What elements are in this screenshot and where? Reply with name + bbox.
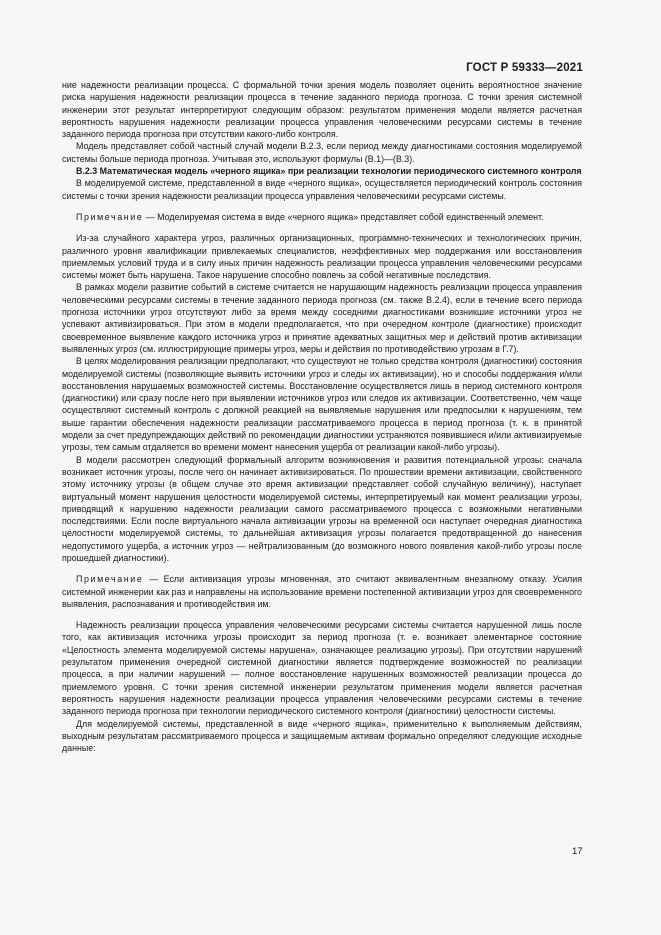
section-heading: В.2.3 Математическая модель «черного ящика» при реализации технологии периодического системного контроля [76,166,582,177]
note-text: — Если активизация угрозы мгновенная, это считают эквивалентным внезапному отказу. Усилия системной инженерии как раз и направлены на использование времени постепенной активизации угроз для своевременного выявления, распознавания и противодействия им. [62,574,582,609]
note-text: — Моделируемая система в виде «черного ящика» представляет собой единственный элемент. [143,211,544,222]
paragraph: Для моделируемой системы, представленной в виде «черного ящика», применительно к выполняемым действиям, выходным результатам рассматриваемого процесса и защищаемым активам формально определяют следующие исходные данные: [62,718,582,754]
note-label: Примечание [76,574,144,585]
page-number: 17 [572,846,583,857]
note [62,573,582,610]
paragraph: В модели рассмотрен следующий формальный алгоритм возникновения и развития потенциальной угрозы: сначала возникает источник угрозы, после чего он начинает активизироваться. По прошествии времени активизации, свойственного этому источнику угрозы (в общем случае это время активизации представляет собой случайную величину), наступает виртуальный момент нарушения целостности моделируемой системы, интерпретируемый как момент реализации угрозы, приводящий к нарушению надежности реализации самого рассматриваемого процесса с возможными негативными последствиями. Если после виртуального начала активизации угрозы на временной оси наступает очередная диагностика целостности моделируемой системы, то дальнейшая активизация угрозы полагается предотвращенной до нанесения недопустимого ущерба, а источник угроз — нейтрализованным (до возможного нового появления какой-либо угрозы после прошедшей диагностики). [62,454,582,563]
paragraph: В моделируемой системе, представленной в виде «черного ящика», осуществляется периодический контроль состояния системы с точки зрения надежности реализации процесса управления человеческими ресурсами системы. [62,178,582,201]
paragraph: Из-за случайного характера угроз, различных организационных, программно-технических и технологических причин, различного уровня квалификации привлекаемых специалистов, неэффективных мер поддержания или восстановления приемлемых условий труда и в силу иных причин надежность реализации процесса управления человеческими ресурсами системы может быть нарушена. Такое нарушение способно повлечь за собой негативные последствия. [62,233,582,281]
standard-code-header: ГОСТ Р 59333—2021 [466,62,583,74]
note [62,211,582,223]
paragraph: Модель представляет собой частный случай модели В.2.3, если период между диагностиками состояния моделируемой системы больше периода прогноза. Учитывая это, используют формулы (В.1)—(В.3). [62,141,582,164]
paragraph: В целях моделирования реализации предполагают, что существуют не только средства контроля (диагностики) состояния моделируемой системы (позволяющие выявить источники угроз и следы их активизации), но и способы поддержания и/или восстановления нарушаемых возможностей системы. Восстановление осуществляется лишь в период системного контроля (диагностики) или сразу после него при выявлении источников угроз или следов их активизации. Соответственно, чем чаще осуществляют системный контроль с должной реакцией на выявляемые нарушения или предпосылки к нарушениям, тем выше гарантии обеспечения надежности реализации рассматриваемого процесса в период прогноза (т. к. в принятой модели за счет предупреждающих действий по рекомендации диагностики устраняются появившиеся и/или активизируемые угрозы, тем самым отдаляется во времени момент нанесения ущерба от реализации какой-либо угрозы). [62,356,583,453]
paragraph: ние надежности реализации процесса. С формальной точки зрения модель позволяет оценить вероятностное значение риска нарушения надежности реализации процесса в течение заданного периода прогноза. С точки зрения системной инженерии этот результат интерпретируют следующим образом: результатом применения модели является расчетная вероятность нарушения надежности реализации процесса управления человеческими ресурсами системы в течение заданного периода прогноза при отсутствии какого-либо контроля. [62,80,582,140]
note-label: Примечание [76,211,144,222]
document-body [62,79,582,754]
paragraph: Надежность реализации процесса управления человеческими ресурсами системы считается нарушенной лишь после того, как активизация источника угрозы происходит за период прогноза (т. е. возникает элементарное состояние «Целостность элемента моделируемой системы нарушена», означающее реализацию угрозы). При отсутствии нарушений результатом применения очередной системной диагностики является подтверждение возможностей по реализации процесса, а при наличии нарушений — полное восстановление нарушенных возможностей реализации процесса до приемлемого уровня. С точки зрения системной инженерии результатом применения модели является расчетная вероятность нарушения надежности реализации процесса управления человеческими ресурсами системы в течение заданного периода прогноза при технологии периодического системного контроля (диагностики) целостности системы. [62,620,582,717]
paragraph: В рамках модели развитие событий в системе считается не нарушающим надежность реализации процесса управления человеческими ресурсами системы в течение заданного периода прогноза (см. также В.2.4), если в течение всего периода прогноза источники угроз отсутствуют либо за время между соседними диагностиками возникшие источники угроз не успевают активизироваться. При этом в модели предполагается, что при очередном контроле (диагностике) происходит своевременное выявление каждого источника угроз и принятие адекватных защитных мер и действий против активизации выявленных угроз (см. иллюстрирующие примеры угроз, меры и действия по противодействию угрозам в Г.7). [62,282,582,354]
